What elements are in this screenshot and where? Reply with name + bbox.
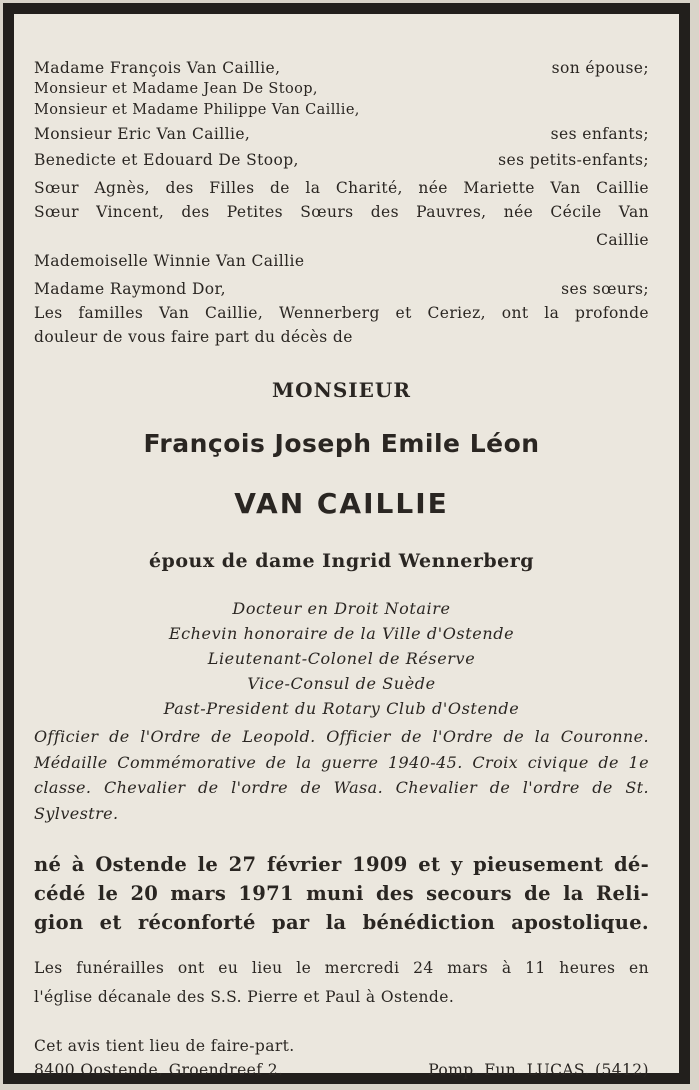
funeral-line: l'église décanale des S.S. Pierre et Paul à Ostende. [34,988,455,1006]
surname: VAN CAILLIE [234,487,449,520]
death-notice-card [3,3,690,1084]
title-line: Past-President du Rotary Club d'Ostende [163,699,520,718]
title-line: Docteur en Droit Notaire [232,599,451,618]
title-line: Echevin honoraire de la Ville d'Ostende [168,624,515,643]
footer-address: 8400 Oostende, Groendreef 2. [34,1061,284,1079]
announcement-line: Les familles Van Caillie, Wennerberg et Ceriez, ont la profonde [34,304,649,322]
notice-content: Madame François Van Caillie, son épouse; Monsieur et Madame Jean De Stoop, Monsieur et Madame Philippe Van Caillie, Monsieur Eric Van Caillie, ses enfants; Benedicte et Edouard De Stoop, ses petits-enfants; Sœur Agnès, des Filles de la Charité, née Mariette Van Caillie Sœur Vincent, des Petites Sœurs des Pauvres, née Cécile Van Caillie Mademoiselle Winnie Van Caillie Madame Raymond Dor, ses sœurs; Les familles Van Caillie, Wennerberg et Ceriez, ont la profonde douleur de vous faire part du décès de MONSIEUR François Joseph Emile Léon VAN CAILLIE époux de dame Ingrid Wennerberg Docteur en Droit Notaire Echevin honoraire de la Ville d'Ostende Lieutenant-Colonel de Réserve Vice-Consul de Suède Past-President du Rotary Club d'Ostende Officier de l'Ordre de Leopold. Officier de l'Ordre de la Couronne. Médaille Commémorative de la guerre 1940-45. Croix civique de 1e classe. Chevalier de l'ordre de Wasa. Chevalier de l'ordre de St. Sylvestre. né à Ostende le 27 février 1909 et y pieusement dé- cédé le 20 mars 1971 muni des secours de la Reli- gion et réconforté par la bénédiction apostolique. Les funérailles ont eu lieu le mercredi 24 mars à 11 heures en l'église décanale des S.S. Pierre et Paul à Ostende. Cet avis tient lieu de faire-part. 8400 Oostende, Groendreef 2. Pomp. Fun. LUCAS. (5412) [34,59,649,1079]
honours-line: Officier de l'Ordre de Leopold. Officier de l'Ordre de la Couronne. [34,727,649,746]
funeral-line: Les funérailles ont eu lieu le mercredi 24 mars à 11 heures en [34,959,649,977]
family-line: Sœur Vincent, des Petites Sœurs des Pauvres, née Cécile Van [34,203,649,221]
family-line: Sœur Agnès, des Filles de la Charité, née Mariette Van Caillie [34,179,649,197]
life-line: gion et réconforté par la bénédiction apostolique. [34,911,649,934]
title-line: Vice-Consul de Suède [247,674,436,693]
funeral-block [34,954,649,1012]
honours-line: classe. Chevalier de l'ordre de Wasa. Chevalier de l'ordre de St. [34,778,649,797]
honours-line: Médaille Commémorative de la guerre 1940-45. Croix civique de 1e [34,752,649,772]
honorific: MONSIEUR [272,378,411,402]
given-names: François Joseph Emile Léon [143,429,540,458]
honours-block [34,724,649,826]
life-dates-block [34,850,649,937]
life-line: né à Ostende le 27 février 1909 et y pieusement dé- [34,853,649,876]
life-line: cédé le 20 mars 1971 muni des secours de la Reli- [34,882,649,905]
honours-line: Sylvestre. [34,803,119,823]
spouse-line: époux de dame Ingrid Wennerberg [148,550,535,572]
title-line: Lieutenant-Colonel de Réserve [207,649,476,668]
footer-printer: Pomp. Fun. LUCAS. (5412) [428,1061,649,1079]
